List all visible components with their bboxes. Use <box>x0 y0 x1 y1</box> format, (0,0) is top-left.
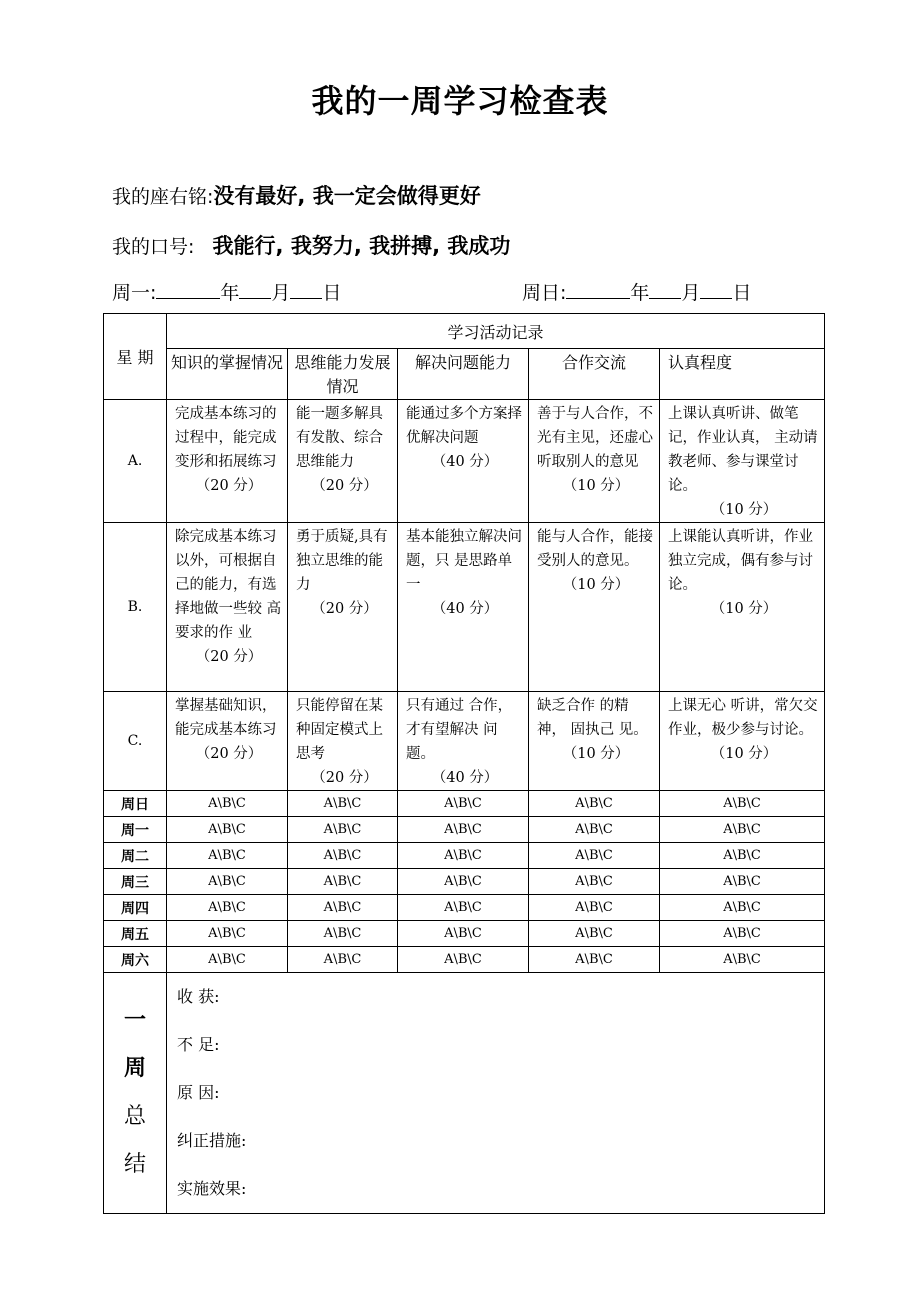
criteria-text: 只有通过 合作，才有望解决 问题。 <box>406 698 513 762</box>
weekday-header: 星 期 <box>104 314 167 400</box>
criteria-score: （10 分） <box>562 746 630 762</box>
grade-label: C. <box>104 692 167 791</box>
criteria-cell <box>167 400 288 523</box>
summary-char: 结 <box>123 1152 146 1177</box>
day-row <box>104 817 825 843</box>
criteria-score: （10 分） <box>710 601 778 617</box>
grade-row-b <box>104 523 825 692</box>
criteria-score: （20 分） <box>195 649 263 665</box>
summary-shortcoming: 不 足: <box>177 1035 220 1054</box>
column-header-problem-solving: 解决问题能力 <box>398 349 529 400</box>
day-grade-cell[interactable]: A\B\C <box>167 947 288 973</box>
criteria-cell <box>529 400 660 523</box>
day-grade-cell[interactable]: A\B\C <box>288 921 398 947</box>
grade-row-c <box>104 692 825 791</box>
criteria-text: 上课无心 听讲，常欠交作业，极少参与讨论。 <box>668 698 818 738</box>
criteria-cell <box>529 523 660 692</box>
column-header-cooperation: 合作交流 <box>529 349 660 400</box>
day-grade-cell[interactable]: A\B\C <box>398 791 529 817</box>
day-grade-cell[interactable]: A\B\C <box>398 869 529 895</box>
criteria-score: （10 分） <box>710 502 778 518</box>
criteria-score: （20 分） <box>311 478 378 494</box>
column-header-diligence: 认真程度 <box>660 349 825 400</box>
criteria-score: （20 分） <box>311 770 378 786</box>
day-grade-cell[interactable]: A\B\C <box>529 869 660 895</box>
weekly-summary-content[interactable] <box>167 973 825 1214</box>
criteria-score: （40 分） <box>431 454 499 470</box>
criteria-text: 能一题多解具有发散、综合思维能力 <box>296 406 383 470</box>
day-label: 周二 <box>104 843 167 869</box>
criteria-score: （40 分） <box>431 770 499 786</box>
day-grade-cell[interactable]: A\B\C <box>398 895 529 921</box>
activity-record-header: 学习活动记录 <box>167 314 825 349</box>
year-label: 年 <box>220 282 240 304</box>
day-label: 周一 <box>104 817 167 843</box>
day-grade-cell[interactable]: A\B\C <box>529 817 660 843</box>
start-month-blank[interactable] <box>239 280 271 299</box>
day-label: 周五 <box>104 921 167 947</box>
day-grade-cell[interactable]: A\B\C <box>398 843 529 869</box>
criteria-text: 完成基本练习的过程中，能完成变形和拓展练习 <box>175 406 277 470</box>
motto-text: 没有最好, 我一定会做得更好 <box>213 184 481 208</box>
checklist-table <box>103 313 825 1214</box>
criteria-text: 能与人合作，能接受别人的意见。 <box>537 529 653 569</box>
day-grade-cell[interactable]: A\B\C <box>288 817 398 843</box>
slogan-text: 我能行, 我努力, 我拼搏, 我成功 <box>212 234 511 258</box>
day-row <box>104 869 825 895</box>
criteria-text: 善于与人合作，不光有主见，还虚心听取别人的意见 <box>537 406 653 470</box>
slogan-label: 我的口号: <box>112 236 195 258</box>
start-day-blank[interactable] <box>290 280 322 299</box>
day-grade-cell[interactable]: A\B\C <box>529 895 660 921</box>
motto-label: 我的座右铭: <box>112 186 214 208</box>
day-grade-cell[interactable]: A\B\C <box>288 895 398 921</box>
criteria-score: （20 分） <box>311 601 378 617</box>
criteria-cell <box>398 400 529 523</box>
summary-reason: 原 因: <box>177 1083 220 1102</box>
day-row <box>104 947 825 973</box>
day-row <box>104 791 825 817</box>
grade-row-a <box>104 400 825 523</box>
day-label: 日 <box>322 282 342 304</box>
criteria-cell <box>167 692 288 791</box>
day-label: 周日 <box>104 791 167 817</box>
day-grade-cell[interactable]: A\B\C <box>167 843 288 869</box>
day-grade-cell[interactable]: A\B\C <box>167 895 288 921</box>
page-title: 我的一周学习检查表 <box>311 82 609 120</box>
start-date-label: 周一: <box>112 282 157 304</box>
criteria-cell <box>398 523 529 692</box>
weekly-summary-label <box>104 973 167 1214</box>
criteria-cell <box>660 400 825 523</box>
end-date-label: 周日: <box>522 282 567 304</box>
day-grade-cell[interactable]: A\B\C <box>288 869 398 895</box>
day-row <box>104 895 825 921</box>
criteria-text: 基本能独立解决问题，只 是思路单一 <box>406 529 522 593</box>
day-grade-cell[interactable]: A\B\C <box>288 947 398 973</box>
criteria-cell <box>167 523 288 692</box>
day-grade-cell[interactable]: A\B\C <box>660 947 825 973</box>
summary-effect: 实施效果: <box>177 1179 247 1198</box>
summary-char: 一 <box>123 1008 146 1033</box>
criteria-text: 能通过多个方案择优解决问题 <box>406 406 522 446</box>
year-label: 年 <box>630 282 650 304</box>
day-grade-cell[interactable]: A\B\C <box>288 791 398 817</box>
end-day-blank[interactable] <box>700 280 732 299</box>
criteria-text: 除完成基本练习以外，可根据自己的能力，有选择地做一些较 高要求的作 业 <box>175 529 282 641</box>
day-label: 日 <box>732 282 752 304</box>
day-grade-cell[interactable]: A\B\C <box>398 947 529 973</box>
grade-label: B. <box>104 523 167 692</box>
criteria-score: （10 分） <box>710 746 778 762</box>
criteria-score: （10 分） <box>562 577 630 593</box>
summary-char: 周 <box>123 1056 146 1081</box>
month-label: 月 <box>681 282 701 304</box>
day-grade-cell[interactable]: A\B\C <box>398 817 529 843</box>
day-grade-cell[interactable]: A\B\C <box>660 843 825 869</box>
day-row <box>104 843 825 869</box>
criteria-cell <box>529 692 660 791</box>
day-grade-cell[interactable]: A\B\C <box>660 869 825 895</box>
criteria-score: （20 分） <box>195 746 263 762</box>
grade-label: A. <box>104 400 167 523</box>
day-label: 周四 <box>104 895 167 921</box>
day-label: 周三 <box>104 869 167 895</box>
day-grade-cell[interactable]: A\B\C <box>529 843 660 869</box>
criteria-cell <box>660 523 825 692</box>
motto-line <box>112 180 481 210</box>
day-grade-cell[interactable]: A\B\C <box>529 921 660 947</box>
start-date <box>112 278 341 305</box>
start-year-blank[interactable] <box>156 280 220 299</box>
slogan-line <box>112 230 510 260</box>
day-grade-cell[interactable]: A\B\C <box>660 921 825 947</box>
criteria-score: （10 分） <box>562 478 630 494</box>
summary-correction: 纠正措施: <box>177 1131 247 1150</box>
day-grade-cell[interactable]: A\B\C <box>288 843 398 869</box>
summary-char: 总 <box>123 1104 146 1129</box>
criteria-text: 只能停留在某种固定模式上思考 <box>296 698 383 762</box>
day-grade-cell[interactable]: A\B\C <box>167 817 288 843</box>
day-grade-cell[interactable]: A\B\C <box>398 921 529 947</box>
criteria-cell <box>398 692 529 791</box>
day-label: 周六 <box>104 947 167 973</box>
criteria-cell <box>288 400 398 523</box>
criteria-text: 上课认真听讲、做笔记，作业认真， 主动请教老师、参与课堂讨论。 <box>668 406 818 494</box>
end-month-blank[interactable] <box>649 280 681 299</box>
day-grade-cell[interactable]: A\B\C <box>167 869 288 895</box>
day-grade-cell[interactable]: A\B\C <box>660 791 825 817</box>
criteria-text: 掌握基础知识，能完成基本练习 <box>175 698 277 738</box>
day-grade-cell[interactable]: A\B\C <box>529 947 660 973</box>
criteria-text: 上课能认真听讲，作业独立完成，偶有参与讨论。 <box>668 529 813 593</box>
day-grade-cell[interactable]: A\B\C <box>167 921 288 947</box>
criteria-score: （20 分） <box>195 478 263 494</box>
day-grade-cell[interactable]: A\B\C <box>529 791 660 817</box>
summary-harvest: 收 获: <box>177 987 220 1006</box>
criteria-score: （40 分） <box>431 601 499 617</box>
criteria-cell <box>288 692 398 791</box>
column-header-thinking: 思维能力发展情况 <box>288 349 398 400</box>
day-grade-cell[interactable]: A\B\C <box>167 791 288 817</box>
day-grade-cell[interactable]: A\B\C <box>660 817 825 843</box>
criteria-cell <box>660 692 825 791</box>
end-date <box>522 278 751 305</box>
day-row <box>104 921 825 947</box>
criteria-text: 勇于质疑,具有独立思维的能力 <box>296 529 388 593</box>
day-grade-cell[interactable]: A\B\C <box>660 895 825 921</box>
criteria-cell <box>288 523 398 692</box>
column-header-knowledge: 知识的掌握情况 <box>167 349 288 400</box>
end-year-blank[interactable] <box>566 280 630 299</box>
criteria-text: 缺乏合作 的精神， 固执己 见。 <box>537 698 648 738</box>
month-label: 月 <box>271 282 291 304</box>
weekly-summary-row <box>104 973 825 1214</box>
